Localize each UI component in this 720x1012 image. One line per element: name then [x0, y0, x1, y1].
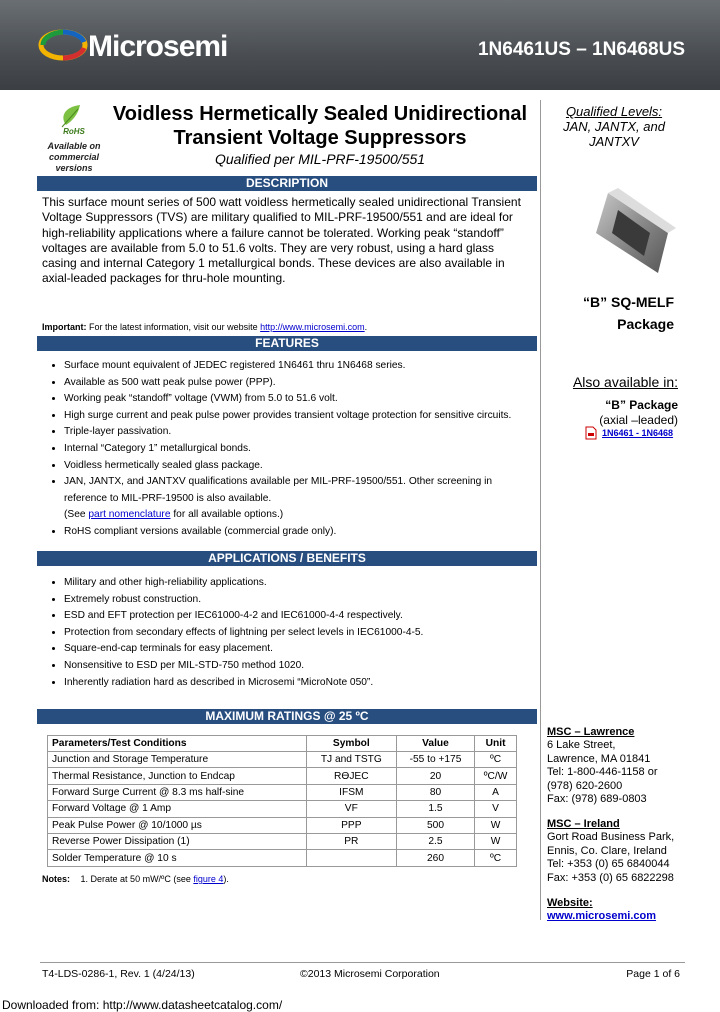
- list-item: • Square-end-cap terminals for easy placement.: [64, 641, 534, 658]
- note1-end: ).: [223, 874, 229, 884]
- column-header: Unit: [475, 736, 517, 752]
- table-cell: RӨJEC: [306, 768, 396, 784]
- table-row: [48, 784, 517, 800]
- alt-package-line2: (axial –leaded): [599, 413, 678, 427]
- part-nomenclature-link[interactable]: part nomenclature: [88, 509, 171, 521]
- list-item: • Nonsensitive to ESD per MIL-STD-750 method 1020.: [64, 658, 534, 675]
- table-cell: 1.5: [396, 801, 474, 817]
- applications-list: [44, 575, 534, 691]
- table-cell: PR: [306, 833, 396, 849]
- website-url-link[interactable]: www.microsemi.com: [547, 910, 657, 923]
- table-cell: ºC: [475, 752, 517, 768]
- table-cell: -55 to +175: [396, 752, 474, 768]
- qualified-levels-line2: JANTXV: [589, 134, 639, 149]
- table-cell: Forward Voltage @ 1 Amp: [48, 801, 307, 817]
- list-item: • Inherently radiation hard as described in Microsemi “MicroNote 050”.: [64, 675, 534, 692]
- website-title: Website:: [547, 897, 593, 909]
- ireland-line: Ennis, Co. Clare, Ireland: [547, 844, 667, 857]
- list-item: • Working peak “standoff” voltage (VWM) from 5.0 to 51.6 volt.: [64, 391, 534, 408]
- table-cell: Solder Temperature @ 10 s: [48, 850, 307, 866]
- page-subtitle: Qualified per MIL-PRF-19500/551: [214, 151, 426, 167]
- table-cell: W: [475, 833, 517, 849]
- table-cell: Junction and Storage Temperature: [48, 752, 307, 768]
- table-cell: IFSM: [306, 784, 396, 800]
- doc-number: T4-LDS-0286-1, Rev. 1 (4/24/13): [42, 968, 195, 980]
- list-item: • ESD and EFT protection per IEC61000-4-2 and IEC61000-4-4 respectively.: [64, 608, 534, 625]
- ireland-title: MSC – Ireland: [547, 818, 620, 830]
- important-label: Important:: [42, 322, 87, 332]
- see-suffix: for all available options.): [173, 509, 284, 521]
- list-item: • Military and other high-reliability applications.: [64, 575, 534, 592]
- list-item: • JAN, JANTX, and JANTXV qualifications available per MIL-PRF-19500/551. Other screening in reference to MIL-PRF-19500 is also available.: [64, 474, 534, 507]
- see-nomenclature: [64, 507, 534, 524]
- important-text: For the latest information, visit our website: [89, 322, 258, 332]
- list-item: • Extremely robust construction.: [64, 592, 534, 609]
- description-text: This surface mount series of 500 watt voidless hermetically sealed unidirectional Transient Voltage Suppressors (TVS) are military qualified to MIL-PRF-19500/551 and are ideal for high-reliability applications where a failure cannot be tolerated. Working peak “standoff” voltages are available from 5.0 to 51.6 volts. They are very robust, using a hard glass casing and internal Category 1 metallurgical bonds. These devices are also available in axial-leaded packages for thru-hole mounting.: [42, 195, 521, 286]
- table-cell: PPP: [306, 817, 396, 833]
- table-cell: 500: [396, 817, 474, 833]
- features-list: [44, 358, 534, 541]
- ratings-heading: MAXIMUM RATINGS @ 25 ºC: [37, 709, 537, 724]
- table-cell: W: [475, 817, 517, 833]
- list-item: • Available as 500 watt peak pulse power (PPP).: [64, 375, 534, 392]
- table-cell: ºC: [475, 850, 517, 866]
- list-item: • Voidless hermetically sealed glass package.: [64, 458, 534, 475]
- qualified-label: Qualified Levels:: [565, 104, 663, 119]
- also-available-label: Also available in:: [572, 374, 678, 390]
- table-cell: 260: [396, 850, 474, 866]
- list-item: • Triple-layer passivation.: [64, 424, 534, 441]
- table-cell: Forward Surge Current @ 8.3 ms half-sine: [48, 784, 307, 800]
- contact-ireland: [547, 818, 674, 885]
- list-item: • Surface mount equivalent of JEDEC registered 1N6461 thru 1N6468 series.: [64, 358, 534, 375]
- ireland-line: Fax: +353 (0) 65 6822298: [547, 871, 674, 884]
- lawrence-line: Lawrence, MA 01841: [547, 752, 651, 765]
- qualified-levels: [548, 104, 680, 149]
- website-link[interactable]: http://www.microsemi.com: [260, 322, 365, 332]
- table-row: [48, 850, 517, 866]
- table-row: [48, 801, 517, 817]
- list-item: • High surge current and peak pulse power provides transient voltage protection for sensitive circuits.: [64, 408, 534, 425]
- ratings-notes: [42, 874, 229, 884]
- table-row: [48, 833, 517, 849]
- column-header: Symbol: [306, 736, 396, 752]
- title-line2: Transient Voltage Suppressors: [173, 127, 467, 149]
- table-row: [48, 768, 517, 784]
- ireland-line: Gort Road Business Park,: [547, 831, 675, 844]
- alt-package-line1: “B” Package: [605, 398, 678, 412]
- table-cell: Peak Pulse Power @ 10/1000 µs: [48, 817, 307, 833]
- table-cell: VF: [306, 801, 396, 817]
- footer-divider: [40, 962, 685, 963]
- package-line2: Package: [617, 316, 674, 332]
- ratings-table: [47, 735, 517, 867]
- package-label: [548, 291, 674, 335]
- pdf-icon[interactable]: [585, 426, 597, 440]
- ireland-line: Tel: +353 (0) 65 6840044: [547, 858, 670, 871]
- column-header: Value: [396, 736, 474, 752]
- table-cell: ºC/W: [475, 768, 517, 784]
- alt-package: [548, 398, 678, 428]
- sq-melf-package-image: [588, 188, 678, 278]
- applications-heading: APPLICATIONS / BENEFITS: [37, 551, 537, 566]
- page-title: [110, 102, 530, 150]
- list-item: • Protection from secondary effects of lightning per select levels in IEC61000-4-5.: [64, 625, 534, 642]
- rohs-badge: [40, 103, 108, 174]
- notes-label: Notes:: [42, 874, 71, 884]
- alt-package-link[interactable]: 1N6461 - 1N6468: [602, 428, 674, 438]
- table-cell: V: [475, 801, 517, 817]
- microsemi-logo-icon: [38, 28, 88, 62]
- lawrence-line: (978) 620-2600: [547, 779, 623, 792]
- table-row: [48, 817, 517, 833]
- column-divider: [540, 100, 541, 920]
- table-header-row: [48, 736, 517, 752]
- table-cell: 20: [396, 768, 474, 784]
- features-heading: FEATURES: [37, 336, 537, 351]
- description-heading: DESCRIPTION: [37, 176, 537, 191]
- title-line1: Voidless Hermetically Sealed Unidirectional: [112, 103, 528, 125]
- logo-text: Microsemi: [88, 30, 228, 63]
- rohs-label: RoHS: [63, 127, 85, 136]
- package-line1: “B” SQ-MELF: [583, 294, 674, 310]
- column-header: Parameters/Test Conditions: [48, 736, 307, 752]
- table-cell: Reverse Power Dissipation (1): [48, 833, 307, 849]
- figure-4-link[interactable]: figure 4: [193, 874, 224, 884]
- lawrence-title: MSC – Lawrence: [547, 726, 635, 738]
- table-cell: TJ and TSTG: [306, 752, 396, 768]
- see-prefix: (See: [64, 509, 86, 521]
- table-cell: 80: [396, 784, 474, 800]
- copyright: ©2013 Microsemi Corporation: [300, 968, 440, 980]
- list-item: • RoHS compliant versions available (commercial grade only).: [64, 524, 534, 541]
- table-row: [48, 752, 517, 768]
- lawrence-line: Fax: (978) 689-0803: [547, 793, 647, 806]
- page-number: Page 1 of 6: [626, 968, 680, 980]
- note1-text: 1. Derate at 50 mW/ºC (see: [80, 874, 191, 884]
- rohs-text: Available on commercial versions: [47, 141, 101, 173]
- download-source: Downloaded from: http://www.datasheetcatalog.com/: [2, 998, 283, 1012]
- list-item: • Internal “Category 1” metallurgical bonds.: [64, 441, 534, 458]
- part-range-title: 1N6461US – 1N6468US: [477, 39, 685, 60]
- table-cell: 2.5: [396, 833, 474, 849]
- table-cell: A: [475, 784, 517, 800]
- lawrence-line: Tel: 1-800-446-1158 or: [547, 766, 658, 779]
- table-cell: [306, 850, 396, 866]
- table-cell: Thermal Resistance, Junction to Endcap: [48, 768, 307, 784]
- lawrence-line: 6 Lake Street,: [547, 739, 616, 752]
- qualified-levels-line1: JAN, JANTX, and: [563, 119, 665, 134]
- important-note: Important: For the latest information, visit our website http://www.microsemi.com.: [42, 322, 368, 332]
- contact-website: [547, 897, 656, 924]
- contact-lawrence: [547, 726, 657, 806]
